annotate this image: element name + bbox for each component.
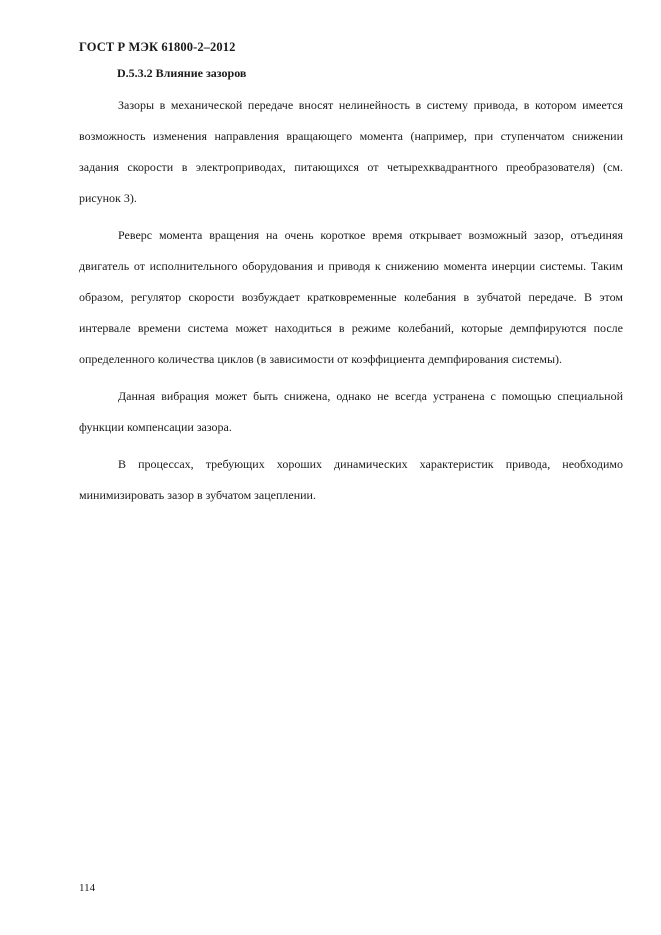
body-text — [79, 90, 623, 517]
paragraph-minimize-backlash: В процессах, требующих хороших динамических характеристик привода, необходимо минимизировать зазор в зубчатом зацеплении. — [79, 457, 623, 502]
paragraph-vibration-compensation: Данная вибрация может быть снижена, однако не всегда устранена с помощью специальной функции компенсации зазора. — [79, 389, 623, 434]
page-number: 114 — [79, 882, 96, 894]
paragraph-backlash-nonlinearity: Зазоры в механической передаче вносят нелинейность в систему привода, в котором имеется возможность изменения направления вращающего момента (например, при ступенчатом снижении задания скорости в электроприводах, питающихся от четырехквадрантного преобразователя) (см. рисунок 3). — [79, 98, 623, 205]
paragraph-torque-reversal: Реверс момента вращения на очень короткое время открывает возможный зазор, отъединяя двигатель от исполнительного оборудования и приводя к снижению момента инерции системы. Таким образом, регулятор скорости возбуждает кратковременные колебания в зубчатой передаче. В этом интервале времени система может находиться в режиме колебаний, которые демпфируются после определенного количества циклов (в зависимости от коэффициента демпфирования системы). — [79, 228, 623, 366]
section-title: D.5.3.2 Влияние зазоров — [117, 66, 247, 80]
document-header: ГОСТ Р МЭК 61800-2–2012 — [79, 40, 236, 54]
